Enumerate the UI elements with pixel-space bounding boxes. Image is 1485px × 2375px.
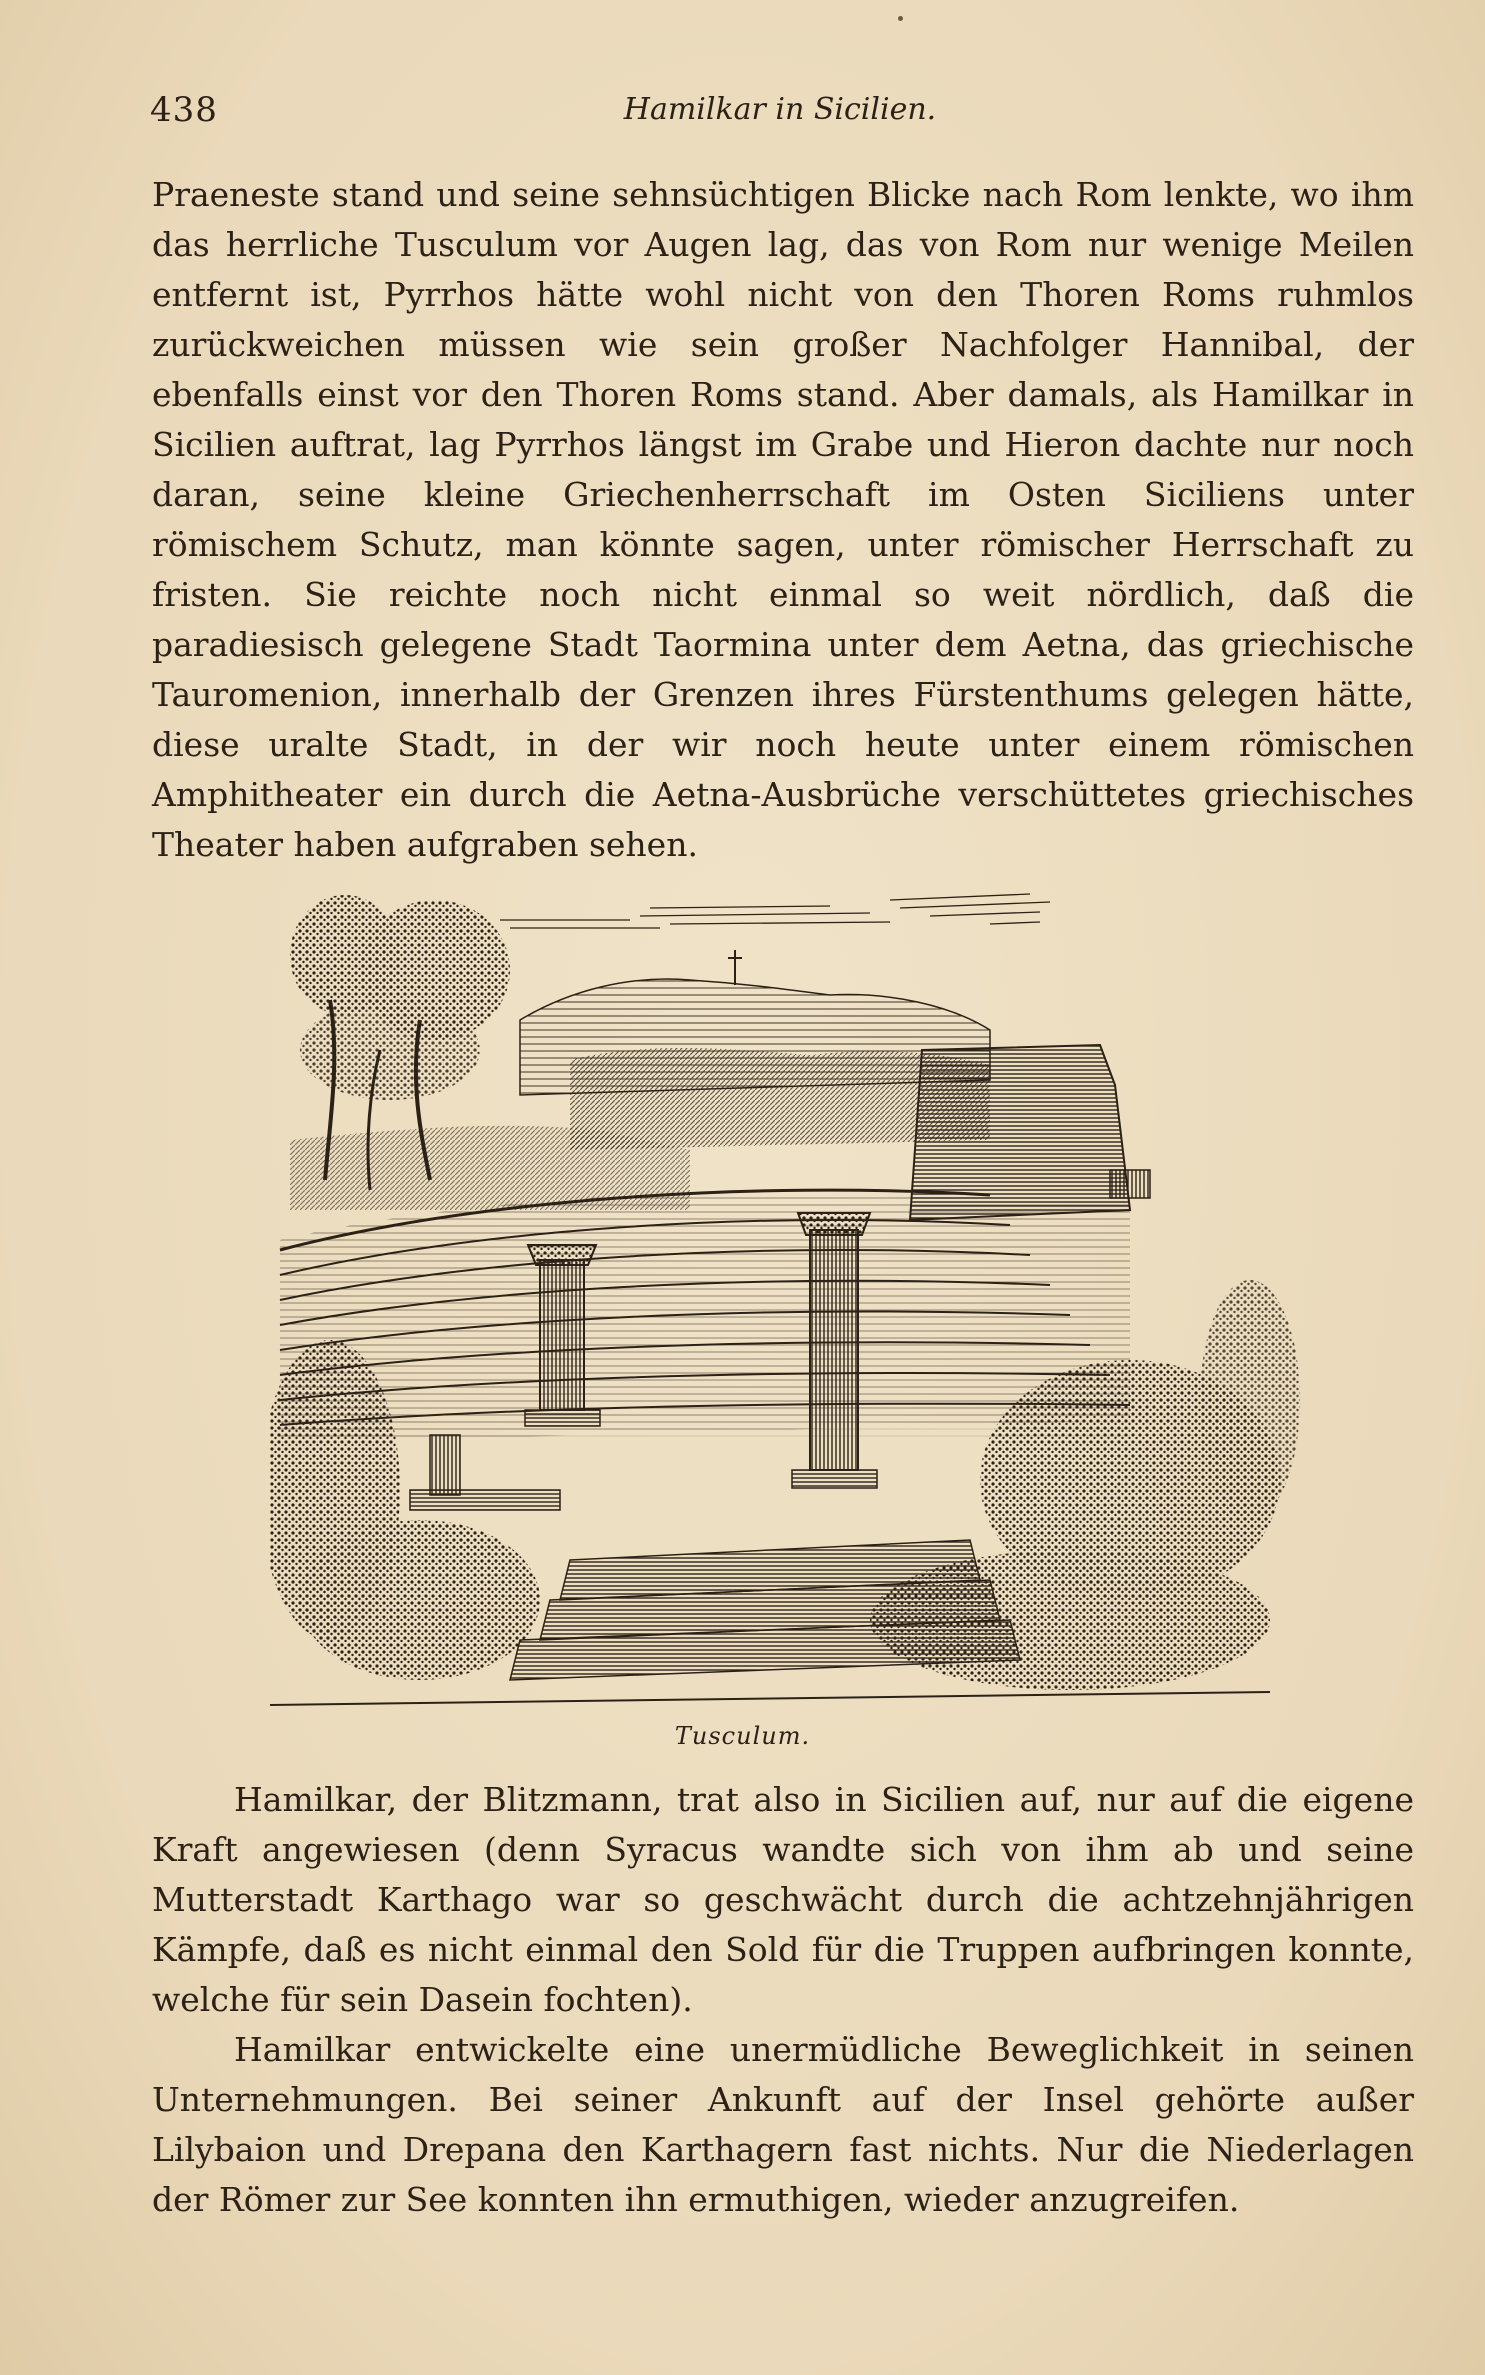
tusculum-engraving: [270, 880, 1300, 1720]
engraving-illustration: [270, 880, 1300, 1720]
body-text-top: [152, 170, 1414, 870]
body-text-bottom: [152, 1775, 1414, 2225]
paragraph-hamilkar-arrival: Hamilkar, der Blitzmann, trat also in Sicilien auf, nur auf die eigene Kraft angewiesen (denn Syracus wandte sich von ihm ab und seine Mutterstadt Karthago war so geschwächt durch die achtzehnjährigen Kämpfe, daß es nicht einmal den Sold für die Truppen aufbringen konnte, welche für sein Dasein fochten).: [152, 1780, 1414, 2019]
running-title: Hamilkar in Sicilien.: [623, 92, 937, 127]
paragraph-hamilkar-activity: Hamilkar entwickelte eine unermüdliche Beweglichkeit in seinen Unternehmungen. Bei seiner Ankunft auf der Insel gehörte außer Lilybaion und Drepana den Karthagern fast nichts. Nur die Niederlagen der Römer zur See konnten ihn ermuthigen, wieder anzugreifen.: [152, 2030, 1414, 2219]
cloud-strokes: [500, 894, 1050, 928]
page-number: 438: [150, 90, 218, 130]
running-head: [150, 90, 1410, 130]
paragraph-continued: Praeneste stand und seine sehnsüchtigen Blicke nach Rom lenkte, wo ihm das herrliche Tusculum vor Augen lag, das von Rom nur wenige Meilen entfernt ist, Pyrrhos hätte wohl nicht von den Thoren Roms ruhmlos zurückweichen müssen wie sein großer Nachfolger Hannibal, der ebenfalls einst vor den Thoren Roms stand. Aber damals, als Hamilkar in Sicilien auftrat, lag Pyrrhos längst im Grabe und Hieron dachte nur noch daran, seine kleine Griechenherrschaft im Osten Siciliens unter römischem Schutz, man könnte sagen, unter römischer Herrschaft zu fristen. Sie reichte noch nicht einmal so weit nördlich, daß die paradiesisch gelegene Stadt Taormina unter dem Aetna, das griechische Tauromenion, innerhalb der Grenzen ihres Fürstenthums gelegen hätte, diese uralte Stadt, in der wir noch heute unter einem römischen Amphitheater ein durch die Aetna-Ausbrüche verschüttetes griechisches Theater haben aufgraben sehen.: [152, 175, 1414, 864]
figure-caption: Tusculum.: [674, 1722, 811, 1750]
ink-speck: [898, 16, 903, 21]
